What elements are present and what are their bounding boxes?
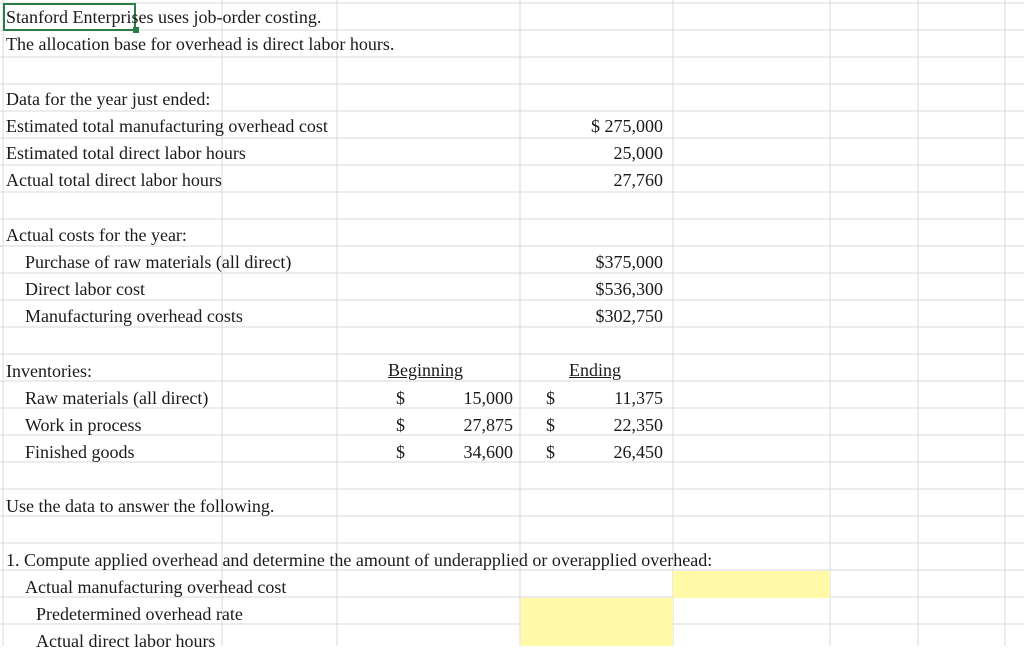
beginning-header: Beginning bbox=[388, 360, 463, 380]
wip-end-currency: $ bbox=[546, 415, 555, 435]
finished-goods-beg-currency: $ bbox=[396, 442, 405, 462]
q1-predetermined-rate-label: Predetermined overhead rate bbox=[36, 604, 243, 624]
actual-labor-hours-value[interactable]: 27,760 bbox=[613, 170, 663, 190]
q1-actual-labor-hours-label: Actual direct labor hours bbox=[36, 631, 216, 651]
answer-cell-predetermined-rate[interactable] bbox=[521, 598, 673, 646]
finished-goods-beginning[interactable]: 34,600 bbox=[463, 442, 513, 462]
intro-line-1: Stanford Enterprises uses job-order costing. bbox=[6, 7, 322, 27]
intro-line-2: The allocation base for overhead is direct labor hours. bbox=[6, 34, 395, 54]
raw-materials-beg-currency: $ bbox=[396, 388, 405, 408]
wip-beg-currency: $ bbox=[396, 415, 405, 435]
question-1-title: 1. Compute applied overhead and determine the amount of underapplied or overapplied overhead: bbox=[6, 550, 713, 570]
overhead-costs-label: Manufacturing overhead costs bbox=[25, 306, 243, 326]
q1-actual-overhead-label: Actual manufacturing overhead cost bbox=[25, 577, 287, 597]
raw-materials-ending[interactable]: 11,375 bbox=[614, 388, 663, 408]
answer-cell-actual-overhead[interactable] bbox=[673, 571, 830, 598]
actual-labor-hours-label: Actual total direct labor hours bbox=[6, 170, 222, 190]
raw-materials-inventory-label: Raw materials (all direct) bbox=[25, 388, 209, 408]
year-data-heading: Data for the year just ended: bbox=[6, 89, 211, 109]
raw-materials-purchase-label: Purchase of raw materials (all direct) bbox=[25, 252, 292, 272]
overhead-costs-value[interactable]: $302,750 bbox=[595, 306, 663, 326]
ending-header: Ending bbox=[569, 360, 621, 380]
direct-labor-cost-value[interactable]: $536,300 bbox=[595, 279, 663, 299]
fill-handle[interactable] bbox=[133, 27, 139, 33]
finished-goods-ending[interactable]: 26,450 bbox=[613, 442, 663, 462]
wip-beginning[interactable]: 27,875 bbox=[463, 415, 513, 435]
estimated-labor-hours-label: Estimated total direct labor hours bbox=[6, 143, 246, 163]
wip-inventory-label: Work in process bbox=[25, 415, 142, 435]
direct-labor-cost-label: Direct labor cost bbox=[25, 279, 145, 299]
raw-materials-purchase-value[interactable]: $375,000 bbox=[595, 252, 663, 272]
estimated-labor-hours-value[interactable]: 25,000 bbox=[613, 143, 663, 163]
finished-goods-inventory-label: Finished goods bbox=[25, 442, 135, 462]
estimated-overhead-label: Estimated total manufacturing overhead cost bbox=[6, 116, 328, 136]
finished-goods-end-currency: $ bbox=[546, 442, 555, 462]
instruction-text: Use the data to answer the following. bbox=[6, 496, 275, 516]
actual-costs-heading: Actual costs for the year: bbox=[6, 225, 187, 245]
raw-materials-end-currency: $ bbox=[546, 388, 555, 408]
estimated-overhead-value[interactable]: $ 275,000 bbox=[591, 116, 663, 136]
inventories-heading: Inventories: bbox=[6, 361, 92, 381]
wip-ending[interactable]: 22,350 bbox=[613, 415, 663, 435]
raw-materials-beginning[interactable]: 15,000 bbox=[463, 388, 513, 408]
